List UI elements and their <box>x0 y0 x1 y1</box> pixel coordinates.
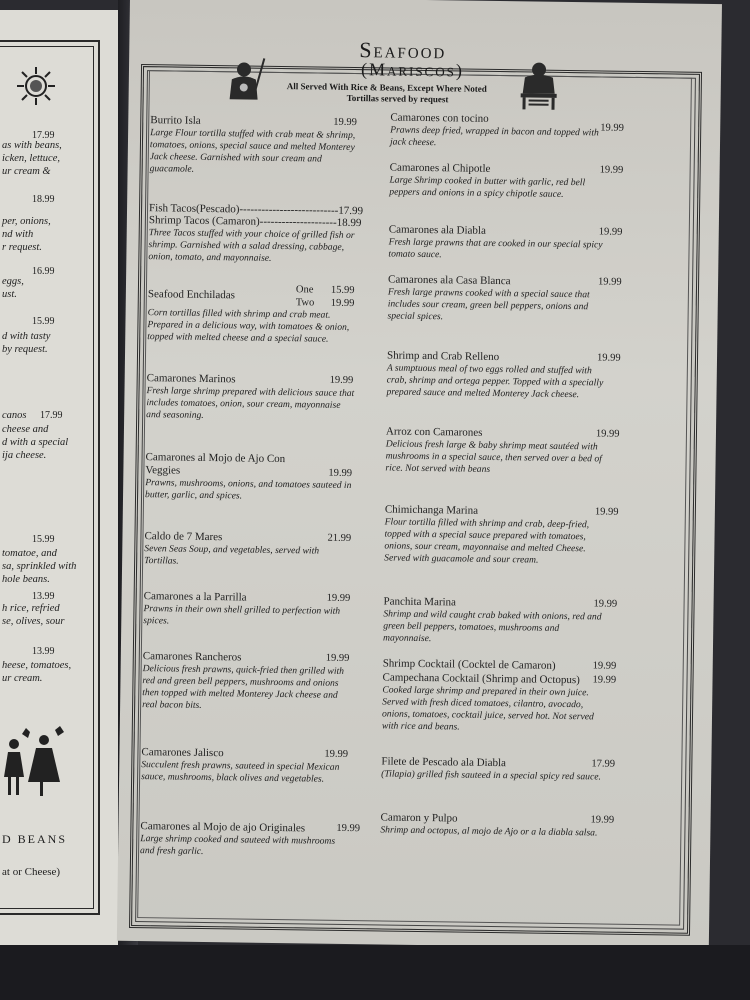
left-line: ust. <box>2 289 17 300</box>
item-price: 19.99 <box>325 652 350 664</box>
left-line: cheese and <box>2 424 49 435</box>
left-line: eggs, <box>2 276 24 287</box>
item-description: Delicious fresh large & baby shrimp meat sautéed with mushrooms in a special sauce, then served over a bed of rice. Not served with beans <box>385 438 602 475</box>
item-price: 19.99 <box>592 660 617 672</box>
fisherman-chair-illustration-icon <box>512 59 565 112</box>
item-price: 19.99 <box>328 467 353 480</box>
left-line: sa, sprinkled with <box>2 561 77 572</box>
left-line: as with beans, <box>2 140 62 151</box>
item-name: Caldo de 7 Mares <box>144 530 223 544</box>
page-subtitle: (Mariscos) <box>360 59 465 81</box>
item-name: Camarones a la Parrilla <box>143 590 247 604</box>
item-description: Shrimp and wild caught crab baked with onions, red and green bell peppers, tomatoes, mushrooms and mayonnaise. <box>383 608 602 645</box>
page-title: Seafood <box>359 37 447 64</box>
item-name: Camarones Marinos <box>146 372 236 386</box>
item-description: Large shrimp cooked and sauteed with mushrooms and fresh garlic. <box>140 833 336 857</box>
item-name: Shrimp Tacos (Camaron)---------------------18.99 <box>148 214 362 230</box>
item-description: Fresh large prawns cooked with a special sauce that includes sour cream, green bell peppers, onions and special spices. <box>387 286 590 323</box>
menu-item <box>145 451 356 504</box>
left-line: nd with <box>2 229 34 240</box>
left-price-8: 13.99 <box>32 646 55 657</box>
left-price-4: 15.99 <box>32 316 55 327</box>
item-price: 17.99 <box>591 758 616 770</box>
menu-item <box>381 671 617 735</box>
left-line: h rice, refried <box>2 603 60 614</box>
fisherman-illustration-icon <box>224 55 273 104</box>
item-description: A sumptuous meal of two eggs rolled and stuffed with crab, shrimp and ortega pepper. Topped with a specially prepared sauce and melted Monterey Jack cheese. <box>386 362 604 401</box>
left-footer-cheese: at or Cheese) <box>2 866 61 878</box>
item-price: 19.99 <box>600 122 624 134</box>
item-name: Shrimp and Crab Relleno <box>386 349 500 364</box>
left-line: ija cheese. <box>2 450 47 461</box>
seafood-menu-page <box>117 0 722 949</box>
item-name: Camarones con tocino <box>390 111 489 125</box>
left-price-6: 15.99 <box>32 534 55 545</box>
item-description: Large Shrimp cooked in butter with garlic, red bell peppers and onions in a spicy chipotle sauce. <box>389 174 586 200</box>
left-line: heese, tomatoes, <box>2 660 72 671</box>
menu-item <box>148 214 362 266</box>
enchilada-two-label: Two <box>295 297 315 309</box>
item-description: Prawns, mushrooms, onions, and tomatoes sauteed in butter, garlic, and spices. <box>144 477 352 502</box>
menu-item <box>143 590 353 630</box>
menu-item <box>381 755 616 783</box>
item-description: Corn tortillas filled with shrimp and crab meat. Prepared in a delicious way, with tomatoes & onion, topped with melted cheese and a special sauce. <box>147 307 350 345</box>
item-name: Camarones ala Casa Blanca <box>388 273 511 288</box>
item-price: 21.99 <box>327 532 352 545</box>
menu-item <box>150 114 361 178</box>
item-price: 19.99 <box>593 598 618 610</box>
left-line: ur cream & <box>2 166 51 177</box>
item-name: Camarones Jalisco <box>141 746 224 760</box>
item-description: Flour tortilla filled with shrimp and crab, deep-fried, topped with a special sauce prepared with tomatoes, onions, sour cream, mayonnaise and melted Cheese. Served with guacamole and sour cream. <box>384 516 590 566</box>
menu-item <box>147 288 358 346</box>
left-footer-beans: D BEANS <box>2 832 68 846</box>
left-line: icken, lettuce, <box>2 153 61 164</box>
item-description: Shrimp and octopus, al mojo de Ajo or a la diabla salsa. <box>380 824 598 839</box>
left-price-5: 17.99 <box>40 410 63 421</box>
item-price: 19.99 <box>598 276 622 288</box>
left-line: per, onions, <box>2 216 51 227</box>
enchilada-one-price: 15.99 <box>330 284 355 297</box>
item-price: 19.99 <box>590 814 615 826</box>
left-line: hole beans. <box>2 574 50 585</box>
item-name: Burrito Isla <box>150 114 201 127</box>
menu-item <box>380 811 615 839</box>
item-description: Fresh large prawns that are cooked in our special spicy tomato sauce. <box>388 236 603 261</box>
sun-logo-icon <box>15 65 57 107</box>
left-line: se, olives, sour <box>2 616 65 627</box>
item-name: Chimichanga Marina <box>384 503 479 517</box>
left-line: canos <box>2 410 27 421</box>
left-line: tomatoe, and <box>2 548 57 559</box>
item-name: Filete de Pescado ala Diabla <box>381 755 507 770</box>
enchilada-two-price: 19.99 <box>330 297 355 310</box>
item-price: 19.99 <box>329 374 354 387</box>
enchilada-one-label: One <box>295 284 314 296</box>
item-price: 19.99 <box>595 428 620 440</box>
item-price: 19.99 <box>592 674 617 686</box>
item-price: 19.99 <box>599 164 624 176</box>
menu-item <box>387 273 622 325</box>
dancers-illustration-icon <box>0 722 80 802</box>
left-price-3: 16.99 <box>32 266 55 277</box>
item-name: Camarones al Chipotle <box>389 161 491 175</box>
item-description: Fresh large shrimp prepared with delicious sauce that includes tomatoes, onion, sour cream, mayonnaise and seasoning. <box>146 385 355 421</box>
item-name: Camarones ala Diabla <box>388 223 487 237</box>
item-name: Fish Tacos(Pescado)---------------------------17.99 <box>148 202 364 218</box>
item-description: Prawns deep fried, wrapped in bacon and topped with jack cheese. <box>389 124 599 149</box>
left-line: by request. <box>2 344 48 355</box>
item-price: 19.99 <box>598 226 623 238</box>
item-price: 19.99 <box>336 822 361 835</box>
menu-item <box>140 820 361 860</box>
left-line: d with tasty <box>2 331 51 342</box>
item-name: Campechana Cocktail (Shrimp and Octopus) <box>382 671 580 687</box>
item-description: Large Flour tortilla stuffed with crab meat & shrimp, tomatoes, onions, special sauce and melted Monterey Jack cheese. Garnished with sour cream and guacamole. <box>149 127 356 175</box>
item-name: Camarones al Mojo de Ajo Con Veggies <box>145 451 286 477</box>
item-price: 19.99 <box>324 748 349 760</box>
menu-item <box>144 530 354 570</box>
menu-item <box>383 595 618 647</box>
left-price-2: 18.99 <box>32 194 55 205</box>
menu-item <box>386 349 621 401</box>
menu-item <box>146 372 357 424</box>
item-description: (Tilapia) grilled fish sauteed in a special spicy red sauce. <box>381 768 601 783</box>
item-price: 19.99 <box>594 506 619 518</box>
tortillas-note: Tortillas served by request <box>346 92 449 105</box>
menu-item <box>385 425 620 477</box>
left-line: ur cream. <box>2 673 43 684</box>
item-name: Shrimp Cocktail (Cocktel de Camaron) <box>382 657 556 672</box>
item-price: 19.99 <box>596 352 621 364</box>
left-price-1: 17.99 <box>32 130 55 141</box>
item-description: Cooked large shrimp and prepared in their own juice. Served with fresh diced tomatoes, cilantro, avocado, onions, tomatoes, cocktail juice, served hot. Not served with rice and beans. <box>381 684 594 733</box>
item-name: Camarones Rancheros <box>142 650 242 664</box>
item-description: Seven Seas Soup, and vegetables, served with Tortillas. <box>144 543 320 567</box>
left-line: d with a special <box>2 437 69 448</box>
table-surface <box>0 945 750 1000</box>
item-name: Arroz con Camarones <box>385 425 483 439</box>
item-name: Camarones al Mojo de ajo Originales <box>140 820 306 835</box>
item-name: Camaron y Pulpo <box>380 811 458 825</box>
item-name: Seafood Enchiladas <box>147 288 236 302</box>
left-menu-page <box>0 10 120 945</box>
item-price: 19.99 <box>333 116 357 129</box>
item-description: Delicious fresh prawns, quick-fried then grilled with red and green bell peppers, mushrooms and onions then topped with melted Monterey Jack cheese and real bacon bits. <box>142 663 345 711</box>
item-name: Panchita Marina <box>383 595 457 609</box>
left-line: r request. <box>2 242 42 253</box>
item-description: Three Tacos stuffed with your choice of grilled fish or shrimp. Garnished with a salad dressing, cabbage, onion, tomato, and mayonnaise. <box>148 227 355 264</box>
menu-item <box>142 650 353 714</box>
menu-item <box>384 503 619 567</box>
menu-item <box>141 746 351 786</box>
item-price: 19.99 <box>326 592 351 605</box>
item-description: Prawns in their own shell grilled to perfection with spices. <box>143 603 341 627</box>
menu-item <box>389 111 624 152</box>
menu-item <box>389 161 624 202</box>
menu-item <box>388 223 623 264</box>
served-with-note: All Served With Rice & Beans, Except Where Noted <box>286 81 487 94</box>
item-description: Succulent fresh prawns, sauteed in special Mexican sauce, mushrooms, black olives and vegetables. <box>141 759 340 785</box>
left-price-7: 13.99 <box>32 591 55 602</box>
